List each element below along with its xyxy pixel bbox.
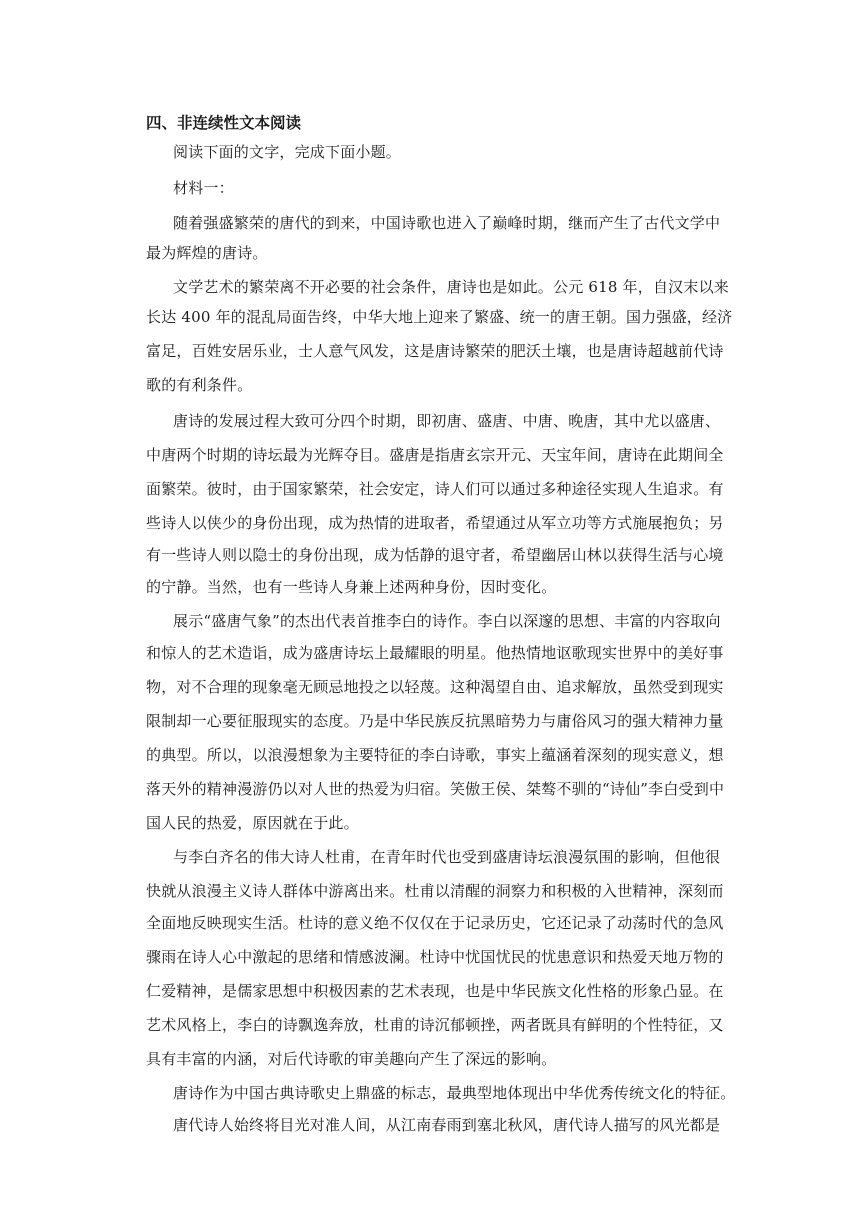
paragraph-line: 骤雨在诗人心中激起的思绪和情感波澜。杜诗中忧国忧民的忧患意识和热爱天地万物的 [146, 948, 724, 966]
paragraph-line: 落天外的精神漫游仍以对人世的热爱为归宿。笑傲王侯、桀骜不驯的“诗仙”李白受到中 [146, 780, 725, 798]
paragraph-line: 和惊人的艺术造诣，成为盛唐诗坛上最耀眼的明星。他热情地讴歌现实世界中的美好事 [146, 644, 724, 662]
paragraph-line: 展示“盛唐气象”的杰出代表首推李白的诗作。李白以深邃的思想、丰富的内容取向 [173, 612, 721, 630]
paragraph-line: 物，对不合理的现象毫无顾忌地投之以轻蔑。这种渴望自由、追求解放，虽然受到现实 [146, 678, 724, 696]
paragraph-line: 歌的有利条件。 [146, 376, 253, 394]
paragraph-line: 文学艺术的繁荣离不开必要的社会条件，唐诗也是如此。公元 618 年，自汉末以来 [173, 278, 729, 296]
paragraph-line: 面繁荣。彼时，由于国家繁荣，社会安定，诗人们可以通过多种途径实现人生追求。有 [146, 480, 724, 498]
paragraph-line: 些诗人以侠少的身份出现，成为热情的进取者，希望通过从军立功等方式施展抱负；另 [146, 514, 724, 532]
paragraph-line: 有一些诗人则以隐士的身份出现，成为恬静的退守者，希望幽居山林以获得生活与心境 [146, 546, 724, 564]
paragraph-line: 唐代诗人始终将目光对准人间，从江南春雨到塞北秋风，唐代诗人描写的风光都是 [173, 1116, 721, 1134]
paragraph-line: 具有丰富的内涵，对后代诗歌的审美趣向产生了深远的影响。 [146, 1050, 557, 1068]
paragraph-line: 富足，百姓安居乐业，士人意气风发，这是唐诗繁荣的肥沃土壤，也是唐诗超越前代诗 [146, 342, 724, 360]
material-label: 材料一： [173, 179, 234, 197]
paragraph-line: 快就从浪漫主义诗人群体中游离出来。杜甫以清醒的洞察力和积极的入世精神，深刻而 [146, 882, 724, 900]
paragraph-line: 随着强盛繁荣的唐代的到来，中国诗歌也进入了巅峰时期，继而产生了古代文学中 [173, 214, 721, 232]
paragraph-line: 与李白齐名的伟大诗人杜甫，在青年时代也受到盛唐诗坛浪漫氛围的影响，但他很 [173, 848, 721, 866]
paragraph-line: 唐诗的发展过程大致可分四个时期，即初唐、盛唐、中唐、晚唐，其中尤以盛唐、 [173, 412, 721, 430]
paragraph-line: 全面地反映现实生活。杜诗的意义绝不仅仅在于记录历史，它还记录了动荡时代的急风 [146, 914, 724, 932]
paragraph-line: 限制却一心要征服现实的态度。乃是中华民族反抗黑暗势力与庸俗风习的强大精神力量 [146, 712, 724, 730]
paragraph-line: 国人民的热爱，原因就在于此。 [146, 814, 359, 832]
section-heading: 四、非连续性文本阅读 [146, 114, 302, 132]
paragraph-line: 的典型。所以，以浪漫想象为主要特征的李白诗歌，事实上蕴涵着深刻的现实意义，想 [146, 746, 724, 764]
paragraph-line: 长达 400 年的混乱局面告终，中华大地上迎来了繁盛、统一的唐王朝。国力强盛，经济 [146, 308, 733, 326]
paragraph-line: 最为辉煌的唐诗。 [146, 244, 268, 262]
paragraph-line: 艺术风格上，李白的诗飘逸奔放，杜甫的诗沉郁顿挫，两者既具有鲜明的个性特征，又 [146, 1016, 724, 1034]
paragraph-line: 中唐两个时期的诗坛最为光辉夺目。盛唐是指唐玄宗开元、天宝年间，唐诗在此期间全 [146, 446, 724, 464]
paragraph-line: 唐诗作为中国古典诗歌史上鼎盛的标志，最典型地体现出中华优秀传统文化的特征。 [173, 1084, 736, 1102]
instruction-text: 阅读下面的文字，完成下面小题。 [173, 143, 402, 161]
paragraph-line: 的宁静。当然，也有一些诗人身兼上述两种身份，因时变化。 [146, 578, 557, 596]
paragraph-line: 仁爱精神，是儒家思想中积极因素的艺术表现，也是中华民族文化性格的形象凸显。在 [146, 982, 724, 1000]
